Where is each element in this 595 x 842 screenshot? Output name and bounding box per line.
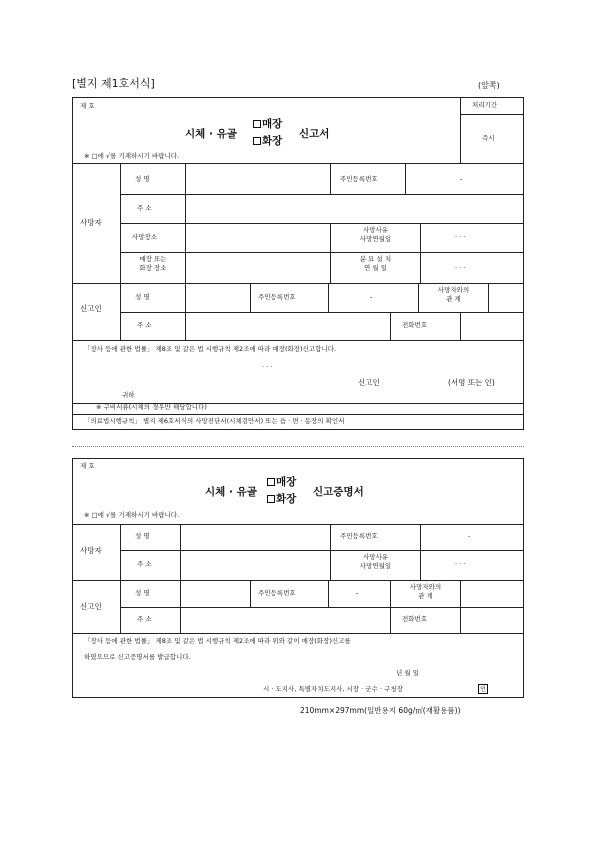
cert-option-burial[interactable]: 매장 (267, 474, 296, 489)
death-date-field[interactable]: · · · (455, 233, 466, 241)
death-place-label: 사망장소 (132, 233, 158, 241)
cert-title-suffix: 신고증명서 (313, 486, 364, 498)
processing-period-label: 처리기간 (472, 101, 498, 109)
cert-reporter-group-label: 신고인 (80, 602, 102, 611)
attachment-body: 「의료법시행규칙」 별지 제6호서식의 사망진단서(시체검안서) 또는 읍 · 면 · 동장의 확인서 (84, 417, 345, 425)
reporter-resident-no-sep: - (370, 293, 373, 301)
deceased-resident-no-label: 주민등록번호 (340, 175, 378, 183)
cert-receipt-number: 제 호 (80, 462, 95, 470)
reporter-address-field[interactable] (186, 313, 389, 339)
reporter-group-label: 신고인 (80, 304, 102, 313)
cert-deceased-name-field[interactable] (181, 525, 329, 549)
checkbox-cremation[interactable] (253, 137, 261, 145)
cert-deceased-resident-no-sep: - (468, 532, 471, 540)
cert-statement-line2: 하였으므로 신고증명서를 발급합니다. (84, 653, 191, 661)
reporter-phone-label: 전화번호 (402, 321, 428, 329)
reporter-phone-field[interactable] (461, 313, 523, 339)
cert-reporter-address-field[interactable] (181, 608, 389, 632)
reporter-name-label: 성 명 (135, 293, 150, 301)
cert-deceased-resident-no-field[interactable] (421, 525, 523, 549)
deceased-name-label: 성 명 (135, 175, 150, 183)
grave-date-field[interactable]: · · · (455, 264, 466, 272)
checkbox-burial[interactable] (253, 120, 261, 128)
option-burial[interactable]: 매장 (253, 116, 282, 131)
cert-reporter-resident-no-sep: - (356, 589, 359, 597)
deceased-name-field[interactable] (186, 164, 329, 193)
reporter-relation-field[interactable] (489, 284, 523, 311)
cert-reporter-phone-field[interactable] (461, 608, 523, 632)
reporter-address-label: 주 소 (137, 321, 152, 329)
instruction: ※ □에 √를 기재하시기 바랍니다. (84, 152, 180, 160)
official-seal-box: 인 (478, 684, 488, 694)
cert-date-line[interactable]: 년 월 일 (396, 669, 419, 677)
cert-deceased-group-label: 사망자 (80, 546, 102, 555)
cert-deceased-resident-no-label: 주민등록번호 (340, 532, 378, 540)
addressee: 귀하 (122, 391, 135, 399)
processing-period-value: 즉시 (482, 134, 495, 142)
burial-place-field[interactable] (186, 253, 329, 282)
attachment-title: ※ 구비서류(시체의 경우만 해당합니다) (96, 403, 207, 411)
cert-title-main: 시체 · 유골 (205, 486, 257, 498)
cert-deceased-name-label: 성 명 (135, 532, 150, 540)
deceased-address-field[interactable] (186, 195, 523, 222)
form-label: [별지 제1호서식] (72, 77, 155, 90)
deceased-address-label: 주 소 (137, 204, 152, 212)
cert-reporter-address-label: 주 소 (137, 615, 152, 623)
reporter-name-field[interactable] (186, 284, 249, 311)
receipt-number: 제 호 (80, 102, 95, 110)
deceased-resident-no-field[interactable] (406, 164, 523, 193)
burial-place-label: 매장 또는 화장 장소 (139, 255, 167, 272)
report-date-field[interactable]: · · · (262, 363, 273, 371)
death-cause-date-label: 사망사유 사망연월일 (359, 226, 392, 243)
cert-checkbox-burial[interactable] (267, 478, 275, 486)
cert-reporter-relation-label: 사망자와의 관 계 (409, 583, 442, 600)
paper-spec-footer: 210mm×297mm(일반용지 60g/㎡(재활용품)) (300, 706, 461, 715)
reporter-signature-label: 신고인 (358, 378, 380, 387)
cert-checkbox-cremation[interactable] (267, 495, 275, 503)
cert-reporter-phone-label: 전화번호 (402, 615, 428, 623)
cert-deceased-address-label: 주 소 (137, 560, 152, 568)
cert-instruction: ※ □에 √를 기재하시기 바랍니다. (84, 511, 180, 519)
cert-option-cremation[interactable]: 화장 (267, 491, 296, 506)
title-main: 시체 · 유골 (185, 128, 237, 140)
option-cremation[interactable]: 화장 (253, 133, 282, 148)
cert-death-date-field[interactable]: · · · (455, 560, 466, 568)
title-suffix: 신고서 (299, 128, 330, 140)
reporter-relation-label: 사망자와의 관 계 (437, 286, 470, 303)
cert-reporter-resident-no-field[interactable] (329, 581, 389, 606)
deceased-group-label: 사망자 (80, 218, 102, 227)
cert-statement-line1: 「장사 등에 관한 법률」 제8조 및 같은 법 시행규칙 제2조에 따라 위와 같이 매장(화장)신고를 (84, 637, 351, 645)
cert-reporter-relation-field[interactable] (461, 581, 523, 606)
page-side-label: (앞쪽) (478, 81, 500, 90)
reporter-resident-no-label: 주민등록번호 (258, 293, 296, 301)
cert-death-cause-date-label: 사망사유 사망연월일 (359, 553, 392, 570)
cert-reporter-name-field[interactable] (181, 581, 249, 606)
cut-line (72, 446, 524, 447)
cert-reporter-resident-no-label: 주민등록번호 (258, 589, 296, 597)
deceased-resident-no-sep: - (460, 175, 463, 183)
reporter-resident-no-field[interactable] (329, 284, 417, 311)
grave-date-label: 분 묘 설 치 연 월 일 (359, 255, 392, 272)
cert-reporter-name-label: 성 명 (135, 589, 150, 597)
death-place-field[interactable] (186, 224, 329, 251)
cert-deceased-address-field[interactable] (181, 551, 329, 579)
report-statement: 「장사 등에 관한 법률」 제8조 및 같은 법 시행규칙 제2조에 따라 매장(화장)신고합니다. (84, 345, 337, 353)
signature-hint: (서명 또는 인) (448, 378, 495, 387)
cert-issuer: 시 · 도지사, 특별자치도지사, 시장 · 군수 · 구청장 (263, 685, 403, 693)
